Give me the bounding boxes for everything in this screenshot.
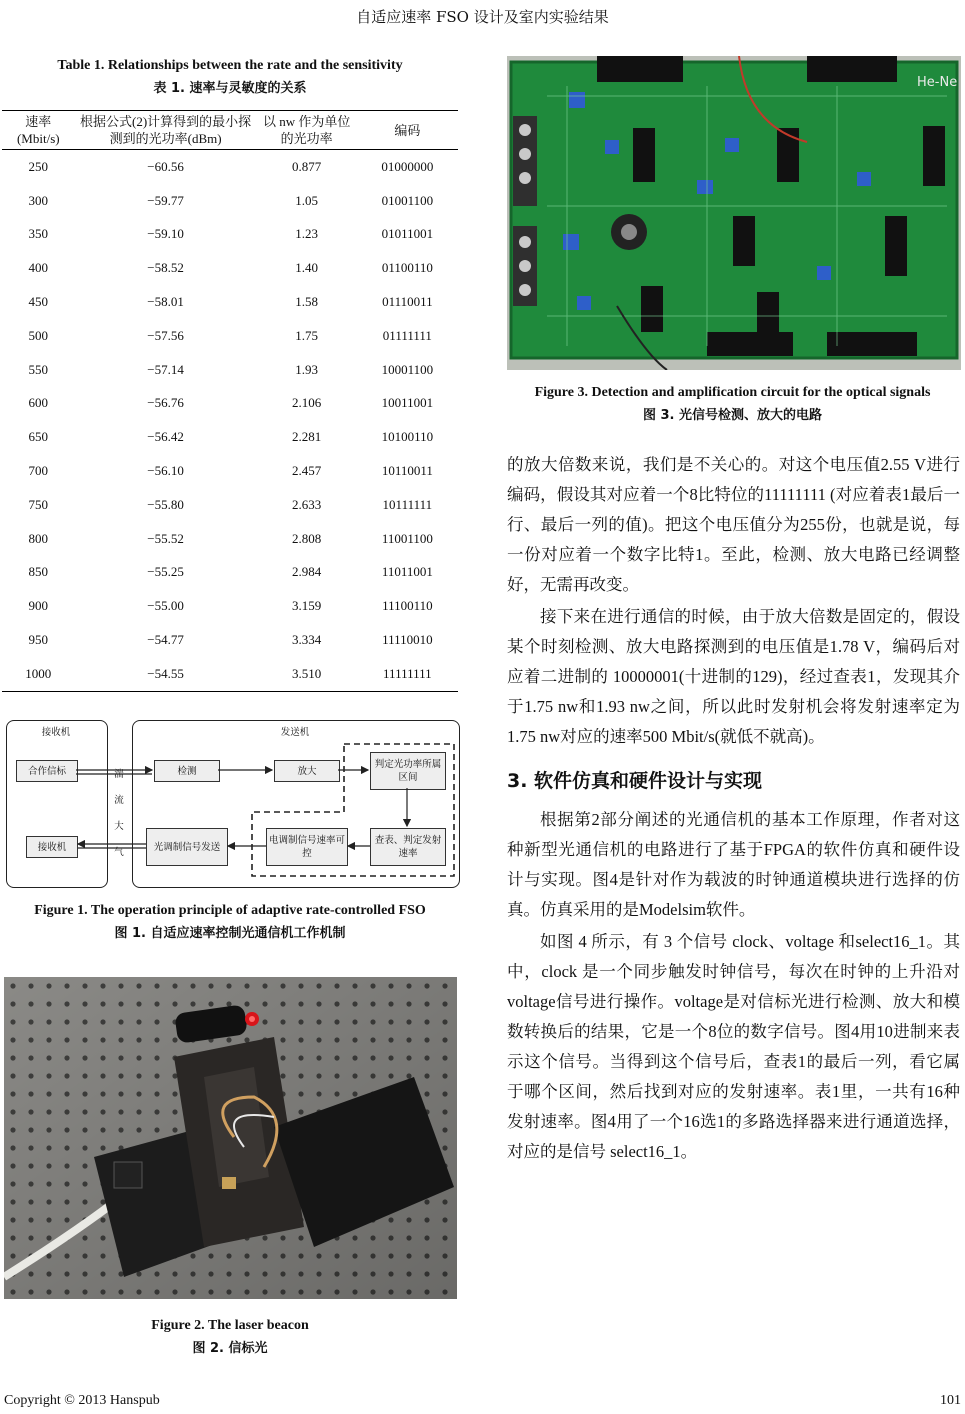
col-code-label: 编码 <box>394 122 421 138</box>
figure1-diagram <box>4 716 460 890</box>
table-cell: 1.05 <box>295 192 319 208</box>
body-column-right <box>507 450 960 1167</box>
table-row <box>2 556 458 590</box>
table-cell: 1000 <box>25 665 52 681</box>
col-header-nw <box>257 111 357 150</box>
table-cell: 800 <box>28 530 49 546</box>
lookup-box: 查表、判定发射速率 <box>370 828 446 866</box>
table-cell: 11100110 <box>382 598 433 614</box>
table-cell: −56.10 <box>147 463 184 479</box>
table-row <box>2 218 458 252</box>
table-cell: 10111111 <box>382 496 433 512</box>
table-cell: 1.40 <box>295 260 319 276</box>
table-row <box>2 657 458 691</box>
table-cell: 01011001 <box>381 226 434 242</box>
table-cell: 01100110 <box>381 260 433 276</box>
table-cell: 01001100 <box>381 192 434 208</box>
col-dbm-label: 根据公式(2)计算得到的最小探测到的光功率(dBm) <box>80 114 252 146</box>
table-cell: 11110010 <box>382 632 433 648</box>
figure2-caption-zh: 图 2. 信标光 <box>192 1341 268 1356</box>
table-row <box>2 420 458 454</box>
table-cell: −59.10 <box>147 226 184 242</box>
table-cell: 1.75 <box>295 327 319 343</box>
table-cell: 300 <box>28 192 49 208</box>
table-cell: 450 <box>28 294 49 310</box>
circuit-board-photo <box>507 56 961 370</box>
table-cell: 650 <box>28 429 49 445</box>
table-cell: 750 <box>28 496 49 512</box>
table-cell: −57.56 <box>147 327 184 343</box>
table-cell: 2.984 <box>292 564 322 580</box>
table-cell: −55.00 <box>147 598 184 614</box>
table-cell: 10110011 <box>381 463 433 479</box>
table-row <box>2 353 458 387</box>
table-cell: 550 <box>28 361 49 377</box>
table-cell: 700 <box>28 463 49 479</box>
figure1-caption-zh: 图 1. 自适应速率控制光通信机工作机制 <box>114 926 346 941</box>
table-cell: 850 <box>28 564 49 580</box>
table-cell: −54.77 <box>147 632 184 648</box>
col-header-dbm <box>75 111 257 150</box>
table-row <box>2 251 458 285</box>
paragraph-1: 的放大倍数来说，我们是不关心的。对这个电压值2.55 V进行编码，假设其对应着一个8比特位的11111111 (对应着表1最后一行、最后一列的值)。把这个电压值分为255份，也就是说，每一份对应着一个数字比特1。至此，检测、放大电路已经调整好，无需再改变。 <box>507 455 960 594</box>
table-cell: −58.52 <box>147 260 184 276</box>
table-row <box>2 522 458 556</box>
table-cell: −55.52 <box>147 530 184 546</box>
figure1-arrows <box>4 716 460 890</box>
table-cell: 1.93 <box>295 361 319 377</box>
figure3-caption-zh: 图 3. 光信号检测、放大的电路 <box>642 408 823 423</box>
receiver-box: 接收机 <box>26 836 78 858</box>
table-cell: −55.80 <box>147 496 184 512</box>
turbulence-char: 湍 <box>114 769 124 780</box>
table-cell: 11111111 <box>383 665 432 681</box>
paragraph-4: 如图 4 所示，有 3 个信号 clock、voltage 和select16_1。其中，clock 是一个同步触发时钟信号，每次在时钟的上升沿对voltage信号进行操作。voltage是对信标光进行检测、放大和模数转换后的结果，它是一个8位的数字信号。图4用10进制来表示这个信号。当得到这个信号后，查表1的最后一列，看它属于哪个区间，然后找到对应的发射速率。表1里，一共有16种发射速率。图4用了一个16选1的多路选择器来进行通道选择，对应的是信号 select16_1。 <box>507 932 960 1161</box>
paragraph-3: 根据第2部分阐述的光通信机的基本工作原理，作者对这种新型光通信机的电路进行了基于FPGA的软件仿真和硬件设计与实现。图4是针对作为载波的时钟通道模块进行选择的仿真。仿真采用的是Modelsim软件。 <box>507 810 960 919</box>
turbulence-char: 流 <box>114 795 124 806</box>
figure3-photo <box>507 56 961 370</box>
footer-copyright: Copyright © 2013 Hanspub <box>4 1393 160 1408</box>
table-cell: 400 <box>28 260 49 276</box>
running-header: 自适应速率 FSO 设计及室内实验结果 <box>356 8 609 26</box>
table-row <box>2 150 458 184</box>
table-cell: 2.281 <box>292 429 322 445</box>
table-cell: −59.77 <box>147 192 184 208</box>
table-cell: 01110011 <box>382 294 433 310</box>
table-cell: −56.42 <box>147 429 184 445</box>
judge-interval-box: 判定光功率所属区间 <box>370 752 446 790</box>
table-cell: 01000000 <box>381 158 434 174</box>
cooperative-beacon-box: 合作信标 <box>16 760 78 782</box>
electrical-mod-box: 电调制信号速率可控 <box>266 828 348 866</box>
section-heading: 3. 软件仿真和硬件设计与实现 <box>507 770 763 792</box>
table-cell: 01111111 <box>382 327 432 343</box>
table-cell: 11001100 <box>381 530 433 546</box>
paragraph-2: 接下来在进行通信的时候，由于放大倍数是固定的，假设某个时刻检测、放大电路探测到的电压值是1.78 V，编码后对应着二进制的 10000001(十进制的129)，经过查表1，发现其介于1.75 nw和1.93 nw之间，所以此时发射机会将发射速率定为1.75 nw对应的速率500 Mbit/s(就低不就高)。 <box>507 607 960 746</box>
col-header-code <box>357 111 458 150</box>
col-header-rate <box>2 111 75 150</box>
footer-page-number: 101 <box>940 1393 961 1408</box>
table-cell: 3.510 <box>292 665 322 681</box>
col-rate-label: 速率 (Mbit/s) <box>16 114 60 146</box>
col-nw-label: 以 nw 作为单位的光功率 <box>262 114 351 146</box>
table-cell: 2.106 <box>292 395 322 411</box>
table-row <box>2 454 458 488</box>
table-cell: 11011001 <box>381 564 433 580</box>
table-cell: 600 <box>28 395 49 411</box>
table-cell: 350 <box>28 226 49 242</box>
table-cell: 1.58 <box>295 294 319 310</box>
table1-caption-zh: 表 1. 速率与灵敏度的关系 <box>153 81 307 96</box>
table-cell: 250 <box>28 158 49 174</box>
table-row <box>2 285 458 319</box>
table-row <box>2 589 458 623</box>
detect-box: 检测 <box>154 760 220 782</box>
table-cell: 2.457 <box>292 463 322 479</box>
table-row <box>2 319 458 353</box>
table-cell: 2.633 <box>292 496 322 512</box>
table-cell: 2.808 <box>292 530 322 546</box>
figure2-photo <box>4 977 457 1299</box>
board-label: He-Ne <box>917 75 958 90</box>
table-cell: −55.25 <box>147 564 184 580</box>
table-cell: −57.14 <box>147 361 184 377</box>
table-cell: 3.334 <box>292 632 322 648</box>
table-cell: 10100110 <box>381 429 434 445</box>
table-cell: −60.56 <box>147 158 184 174</box>
table-cell: 500 <box>28 327 49 343</box>
table-cell: 10001100 <box>381 361 434 377</box>
table-cell: −58.01 <box>147 294 184 310</box>
table-row <box>2 387 458 421</box>
figure1-caption-en: Figure 1. The operation principle of adaptive rate-controlled FSO <box>34 903 426 918</box>
amplify-box: 放大 <box>274 760 340 782</box>
table-cell: 900 <box>28 598 49 614</box>
table-cell: 3.159 <box>292 598 322 614</box>
figure3-caption-en: Figure 3. Detection and amplification circuit for the optical signals <box>534 385 931 400</box>
turbulence-char: 大 <box>114 821 124 832</box>
table-cell: 950 <box>28 632 49 648</box>
table-cell: 10011001 <box>381 395 434 411</box>
table1 <box>2 110 458 692</box>
table-row <box>2 184 458 218</box>
turbulence-char: 气 <box>114 847 124 858</box>
table-row <box>2 623 458 657</box>
table-cell: −56.76 <box>147 395 184 411</box>
laser-beacon-photo <box>4 977 457 1299</box>
figure2-caption-en: Figure 2. The laser beacon <box>151 1318 309 1333</box>
table-cell: 1.23 <box>295 226 319 242</box>
table-row <box>2 488 458 522</box>
transmitter-panel-title: 发送机 <box>280 727 310 738</box>
table1-caption-en: Table 1. Relationships between the rate and the sensitivity <box>57 58 403 73</box>
receiver-panel-title: 接收机 <box>41 727 71 738</box>
optical-mod-box: 光调制信号发送 <box>146 828 228 866</box>
table-cell: −54.55 <box>147 665 184 681</box>
table-cell: 0.877 <box>292 158 322 174</box>
